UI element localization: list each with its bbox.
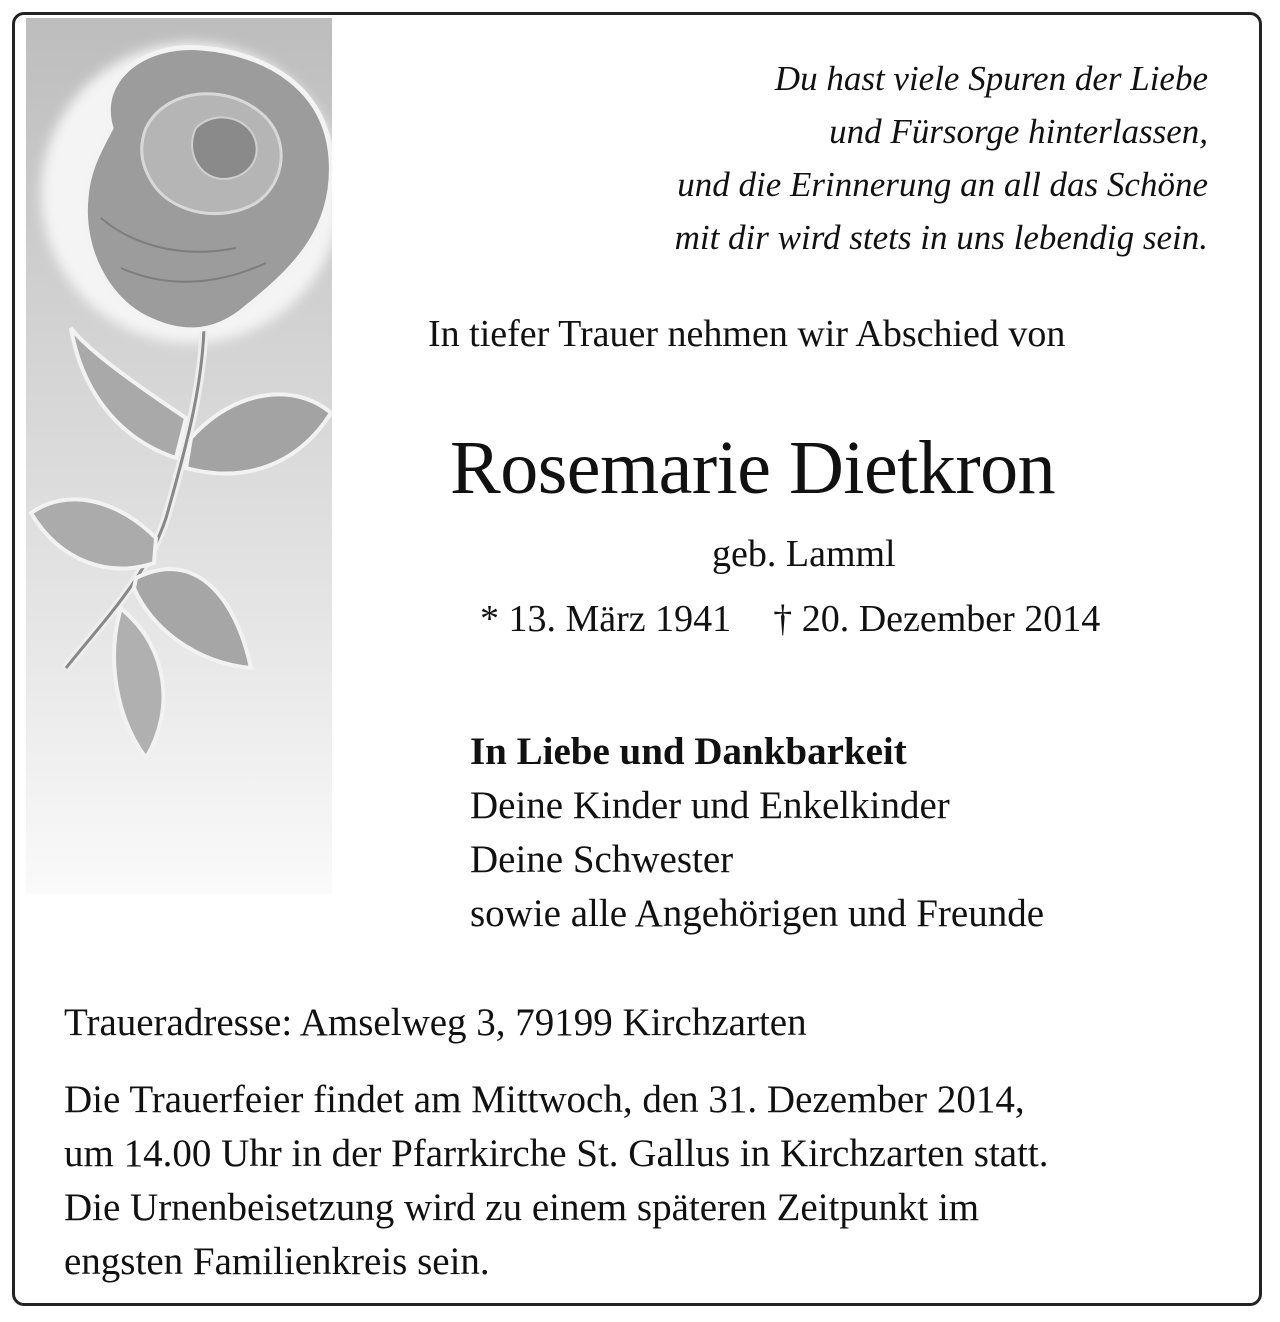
service-line: engsten Familienkreis sein. bbox=[64, 1240, 490, 1283]
verse-line: mit dir wird stets in uns lebendig sein. bbox=[674, 218, 1208, 257]
birth-date: * 13. März 1941 bbox=[480, 598, 732, 640]
verse-line: und die Erinnerung an all das Schöne bbox=[677, 165, 1208, 204]
death-date: † 20. Dezember 2014 bbox=[773, 598, 1101, 640]
memorial-verse bbox=[675, 52, 1208, 264]
intro-text: In tiefer Trauer nehmen wir Abschied von bbox=[428, 313, 1066, 355]
service-line: Die Trauerfeier findet am Mittwoch, den 31. Dezember 2014, bbox=[64, 1078, 1025, 1121]
mourning-address: Traueradresse: Amselweg 3, 79199 Kirchzarten bbox=[64, 1001, 807, 1044]
maiden-name: geb. Lamml bbox=[712, 533, 896, 575]
life-dates bbox=[480, 597, 1100, 641]
verse-line: und Fürsorge hinterlassen, bbox=[829, 112, 1208, 151]
rose-icon bbox=[26, 18, 332, 894]
deceased-name: Rosemarie Dietkron bbox=[450, 426, 1056, 510]
mourners-line: Deine Schwester bbox=[470, 838, 734, 881]
mourners-line: Deine Kinder und Enkelkinder bbox=[470, 784, 950, 827]
service-line: Die Urnenbeisetzung wird zu einem späteren Zeitpunkt im bbox=[64, 1186, 980, 1229]
verse-line: Du hast viele Spuren der Liebe bbox=[774, 59, 1208, 98]
rose-illustration bbox=[26, 18, 332, 894]
mourners-line: sowie alle Angehörigen und Freunde bbox=[470, 892, 1045, 935]
mourners-block bbox=[470, 725, 1044, 941]
service-info bbox=[64, 1073, 1224, 1289]
service-line: um 14.00 Uhr in der Pfarrkirche St. Gallus in Kirchzarten statt. bbox=[64, 1132, 1049, 1175]
mourners-lead: In Liebe und Dankbarkeit bbox=[470, 730, 907, 773]
